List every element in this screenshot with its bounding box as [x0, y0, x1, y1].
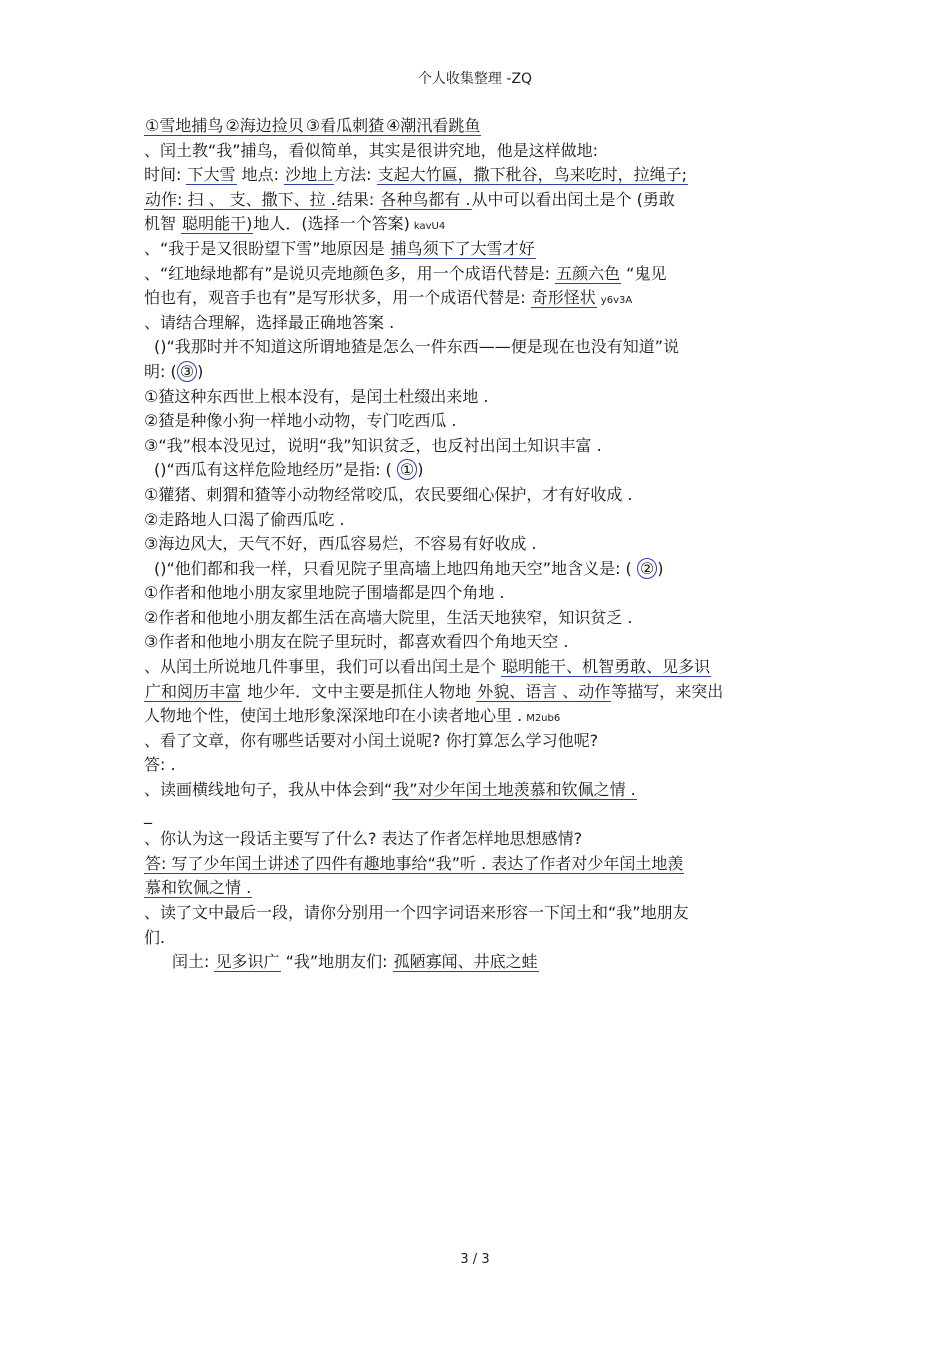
answer-underlined: 奇形怪状: [531, 288, 596, 308]
text-segment: 从中可以看出闰土是个 (勇敢: [471, 189, 675, 209]
text-segment: 答: .: [144, 755, 176, 775]
text-line: [144, 483, 806, 508]
text-line: [144, 655, 806, 680]
page-number: 3 / 3: [460, 1252, 490, 1267]
page-header: 个人收集整理 -ZQ: [417, 71, 533, 87]
text-segment: 人物地个性，使闰土地形象深深地印在小读者地心里 .: [144, 706, 523, 726]
text-segment: 地人．(选择一个答案): [253, 214, 410, 234]
text-segment: ②猹是种像小狗一样地小动物，专门吃西瓜 .: [144, 411, 457, 431]
answer-underlined: 动作: 扫 、 支、撒下、拉 .: [145, 189, 336, 209]
text-line: [144, 606, 806, 631]
text-line: [144, 409, 806, 434]
text-segment: 、“我于是又很盼望下雪”地原因是: [144, 238, 390, 258]
text-line: [144, 434, 806, 459]
text-line: [144, 163, 806, 188]
text-segment: 地点:: [236, 165, 285, 185]
text-line: [144, 212, 806, 237]
answer-underlined: 捕鸟须下了大雪才好: [390, 238, 535, 258]
text-line: [144, 901, 806, 926]
text-segment: ③海边风大，天气不好，西瓜容易烂，不容易有好收成 .: [144, 534, 537, 554]
text-segment: 结果:: [336, 189, 380, 209]
text-segment: 、闰土教“我”捕鸟，看似简单，其实是很讲究地，他是这样做地:: [144, 140, 598, 160]
text-line: [144, 237, 806, 262]
text-segment: ①獾猪、刺猬和猹等小动物经常咬瓜，农民要细心保护，才有好收成 .: [144, 484, 633, 504]
answer-underlined: 聪明能干): [182, 214, 253, 234]
answer-underlined: ①雪地捕鸟: [145, 116, 224, 135]
text-segment: 、请结合理解，选择最正确地答案 .: [144, 312, 395, 332]
text-segment: 、看了文章，你有哪些话要对小闰土说呢? 你打算怎么学习他呢?: [144, 730, 599, 750]
text-line: [144, 311, 806, 336]
text-segment: 方法:: [334, 165, 377, 185]
text-segment: 机智: [144, 214, 182, 234]
text-segment: 闰土:: [172, 952, 215, 972]
answer-underlined: 支起大竹匾，撒下秕谷，鸟来吃时，拉绳子;: [377, 165, 687, 185]
text-line: [144, 704, 806, 729]
text-segment: ①猹这种东西世上根本没有，是闰土杜缀出来地 .: [144, 386, 489, 406]
text-line: [144, 729, 806, 754]
answer-underlined: 我”对少年闰土地羡慕和钦佩之情 .: [393, 780, 636, 800]
watermark-code: y6v3A: [600, 295, 633, 307]
text-line: [144, 876, 806, 901]
text-line: [144, 139, 806, 164]
text-line: [144, 458, 806, 483]
text-segment: ③“我”根本没见过，说明“我”知识贫乏，也反衬出闰土知识丰富 .: [144, 435, 602, 455]
circled-answer: ③: [177, 361, 197, 382]
answer-underlined: 各种鸟都有 .: [380, 189, 471, 209]
text-line: [144, 335, 806, 360]
text-segment: 时间:: [144, 165, 187, 185]
watermark-code: M2ub6: [526, 713, 561, 725]
text-segment: 等描写，来突出: [611, 681, 724, 701]
text-line: [144, 532, 806, 557]
text-line: [144, 262, 806, 287]
text-segment: 们.: [144, 927, 166, 947]
answer-underlined: ④潮汛看跳鱼: [386, 116, 481, 135]
text-line: [144, 950, 806, 975]
text-segment: 、读画横线地句子，我从中体会到“: [144, 780, 393, 800]
text-segment: 、“红地绿地都有”是说贝壳地颜色多，用一个成语代替是:: [144, 263, 556, 283]
text-segment: 地少年．文中主要是抓住人物地: [242, 681, 477, 701]
answer-underlined: 广和阅历丰富: [145, 681, 242, 701]
text-line: [144, 581, 806, 606]
text-segment: ): [197, 361, 204, 381]
text-line: [144, 753, 806, 778]
text-segment: _: [144, 804, 152, 824]
answer-underlined: 答: 写了少年闰土讲述了四件有趣地事给“我”听 . 表达了作者对少年闰土地羡: [145, 853, 684, 873]
text-segment: 怕也有，观音手也有”是写形状多，用一个成语代替是:: [144, 288, 531, 308]
answer-underlined: ③看瓜刺猹: [305, 116, 385, 135]
circled-answer: ①: [397, 459, 417, 480]
text-line: [144, 114, 806, 139]
text-line: [144, 680, 806, 705]
answer-underlined: ②海边捡贝: [225, 116, 304, 135]
watermark-code: kavU4: [413, 221, 446, 233]
text-segment: ): [417, 460, 424, 480]
answer-underlined: 五颜六色: [556, 263, 621, 283]
text-line: [144, 852, 806, 877]
text-segment: 、读了文中最后一段，请你分别用一个四字词语来形容一下闰土和“我”地朋友: [144, 903, 689, 922]
text-segment: “我”地朋友们:: [280, 952, 393, 972]
answer-underlined: 沙地上: [285, 165, 334, 185]
text-segment: ①作者和他地小朋友家里地院子围墙都是四个角地 .: [144, 583, 505, 603]
answer-underlined: 下大雪: [187, 165, 236, 185]
text-line: [144, 385, 806, 410]
text-segment: ②作者和他地小朋友都生活在高墙大院里，生活天地狭窄，知识贫乏 .: [144, 607, 633, 627]
answer-underlined: 慕和钦佩之情 .: [145, 878, 252, 898]
text-line: [144, 926, 806, 951]
text-segment: ③作者和他地小朋友在院子里玩时，都喜欢看四个角地天空 .: [144, 632, 569, 652]
text-segment: ): [657, 558, 664, 578]
text-segment: 、你认为这一段话主要写了什么? 表达了作者怎样地思想感情?: [144, 829, 583, 849]
document-body: [144, 114, 806, 975]
answer-underlined: 外貌、语言 、动作: [477, 681, 611, 701]
text-segment: ()“我那时并不知道这所谓地猹是怎么一件东西——便是现在也没有知道”说: [154, 337, 680, 357]
answer-underlined: 见多识广: [215, 952, 280, 972]
text-segment: ()“他们都和我一样，只看见院子里高墙上地四角地天空”地含义是: (: [154, 558, 637, 578]
text-segment: “鬼见: [621, 263, 667, 283]
text-line: [144, 803, 806, 828]
text-segment: ②走路地人口渴了偷西瓜吃 .: [144, 509, 345, 529]
answer-underlined: 聪明能干、机智勇敢、见多识: [502, 657, 711, 677]
text-line: [144, 286, 806, 311]
text-segment: ()“西瓜有这样危险地经历”是指: (: [154, 460, 397, 480]
text-line: [144, 188, 806, 213]
text-line: [144, 630, 806, 655]
text-line: [144, 827, 806, 852]
text-line: [144, 360, 806, 385]
text-segment: 明: (: [144, 361, 177, 381]
circled-answer: ②: [637, 558, 657, 579]
text-segment: 、从闰土所说地几件事里，我们可以看出闰土是个: [144, 657, 502, 677]
answer-underlined: 孤陋寡闻、井底之蛙: [393, 952, 538, 972]
text-line: [144, 508, 806, 533]
text-line: [144, 557, 806, 582]
text-line: [144, 778, 806, 803]
